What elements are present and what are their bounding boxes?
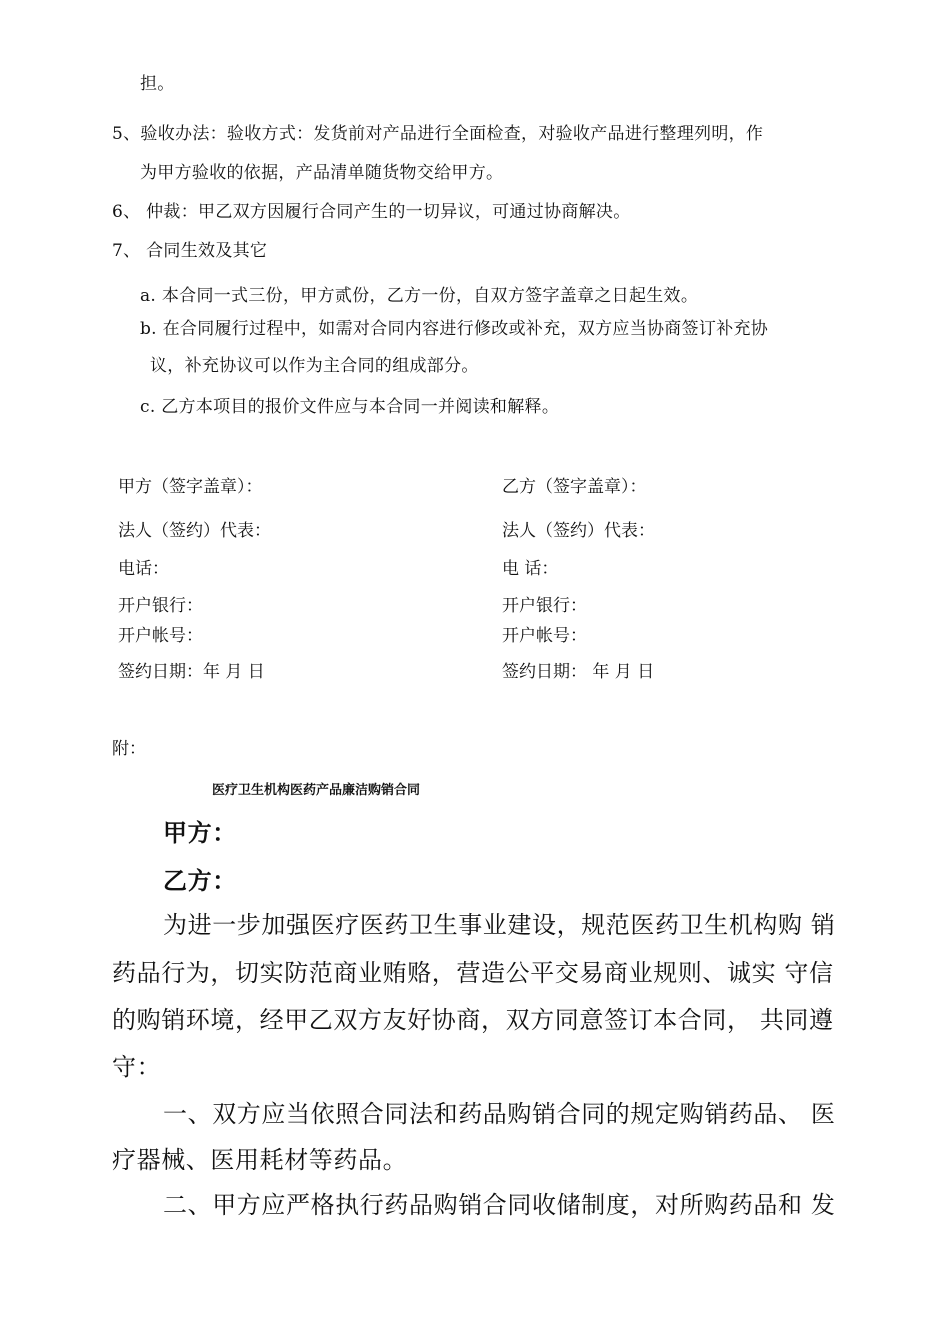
paragraph-line: 的购销环境，经甲乙双方友好协商，双方同意签订本合同， 共同遵 bbox=[112, 1006, 834, 1034]
party-a-representative-label: 法人（签约）代表： bbox=[118, 521, 271, 541]
appendix-party-a: 甲方： bbox=[163, 819, 237, 847]
party-b-phone-label: 电 话： bbox=[502, 559, 559, 579]
paragraph-line: 为进一步加强医疗医药卫生事业建设，规范医药卫生机构购 销 bbox=[163, 911, 836, 939]
party-b-seal-label: 乙方（签字盖章）： bbox=[502, 477, 647, 497]
clause-7b-line-2: 议，补充协议可以作为主合同的组成部分。 bbox=[150, 356, 479, 376]
clause-7b-line-1: b. 在合同履行过程中，如需对合同内容进行修改或补充，双方应当协商签订补充协 bbox=[140, 319, 769, 339]
party-a-seal-label: 甲方（签字盖章）： bbox=[118, 477, 263, 497]
appendix-title: 医疗卫生机构医药产品廉洁购销合同 bbox=[212, 783, 421, 798]
paragraph-line: 疗器械、医用耗材等药品。 bbox=[112, 1146, 408, 1174]
party-a-account-label: 开户帐号： bbox=[118, 626, 203, 646]
clause-7c: c. 乙方本项目的报价文件应与本合同一并阅读和解释。 bbox=[140, 397, 560, 417]
party-b-date-label: 签约日期： 年 月 日 bbox=[502, 662, 655, 682]
clause-6: 6、 仲裁：甲乙双方因履行合同产生的一切异议，可通过协商解决。 bbox=[112, 202, 631, 222]
party-b-account-label: 开户帐号： bbox=[502, 626, 587, 646]
party-b-bank-label: 开户银行： bbox=[502, 596, 587, 616]
clause-7a: a. 本合同一式三份，甲方贰份，乙方一份，自双方签字盖章之日起生效。 bbox=[140, 286, 699, 306]
clause-5-line-2: 为甲方验收的依据，产品清单随货物交给甲方。 bbox=[140, 163, 504, 183]
clause-5-line-1: 5、验收办法：验收方式：发货前对产品进行全面检查，对验收产品进行整理列明，作 bbox=[112, 124, 764, 144]
party-a-phone-label: 电话： bbox=[118, 559, 169, 579]
paragraph-line: 药品行为，切实防范商业贿赂，营造公平交易商业规则、诚实 守信 bbox=[112, 959, 834, 987]
clause-continuation: 担。 bbox=[140, 74, 175, 94]
paragraph-line: 一、双方应当依照合同法和药品购销合同的规定购销药品、 医 bbox=[163, 1100, 836, 1128]
appendix-party-b: 乙方： bbox=[163, 867, 237, 895]
party-a-bank-label: 开户银行： bbox=[118, 596, 203, 616]
appendix-label: 附： bbox=[112, 739, 146, 759]
paragraph-line: 守： bbox=[112, 1053, 162, 1081]
paragraph-line: 二、甲方应严格执行药品购销合同收储制度，对所购药品和 发 bbox=[163, 1191, 836, 1219]
party-b-representative-label: 法人（签约）代表： bbox=[502, 521, 655, 541]
clause-7: 7、 合同生效及其它 bbox=[112, 241, 268, 261]
party-a-date-label: 签约日期：年 月 日 bbox=[118, 662, 265, 682]
